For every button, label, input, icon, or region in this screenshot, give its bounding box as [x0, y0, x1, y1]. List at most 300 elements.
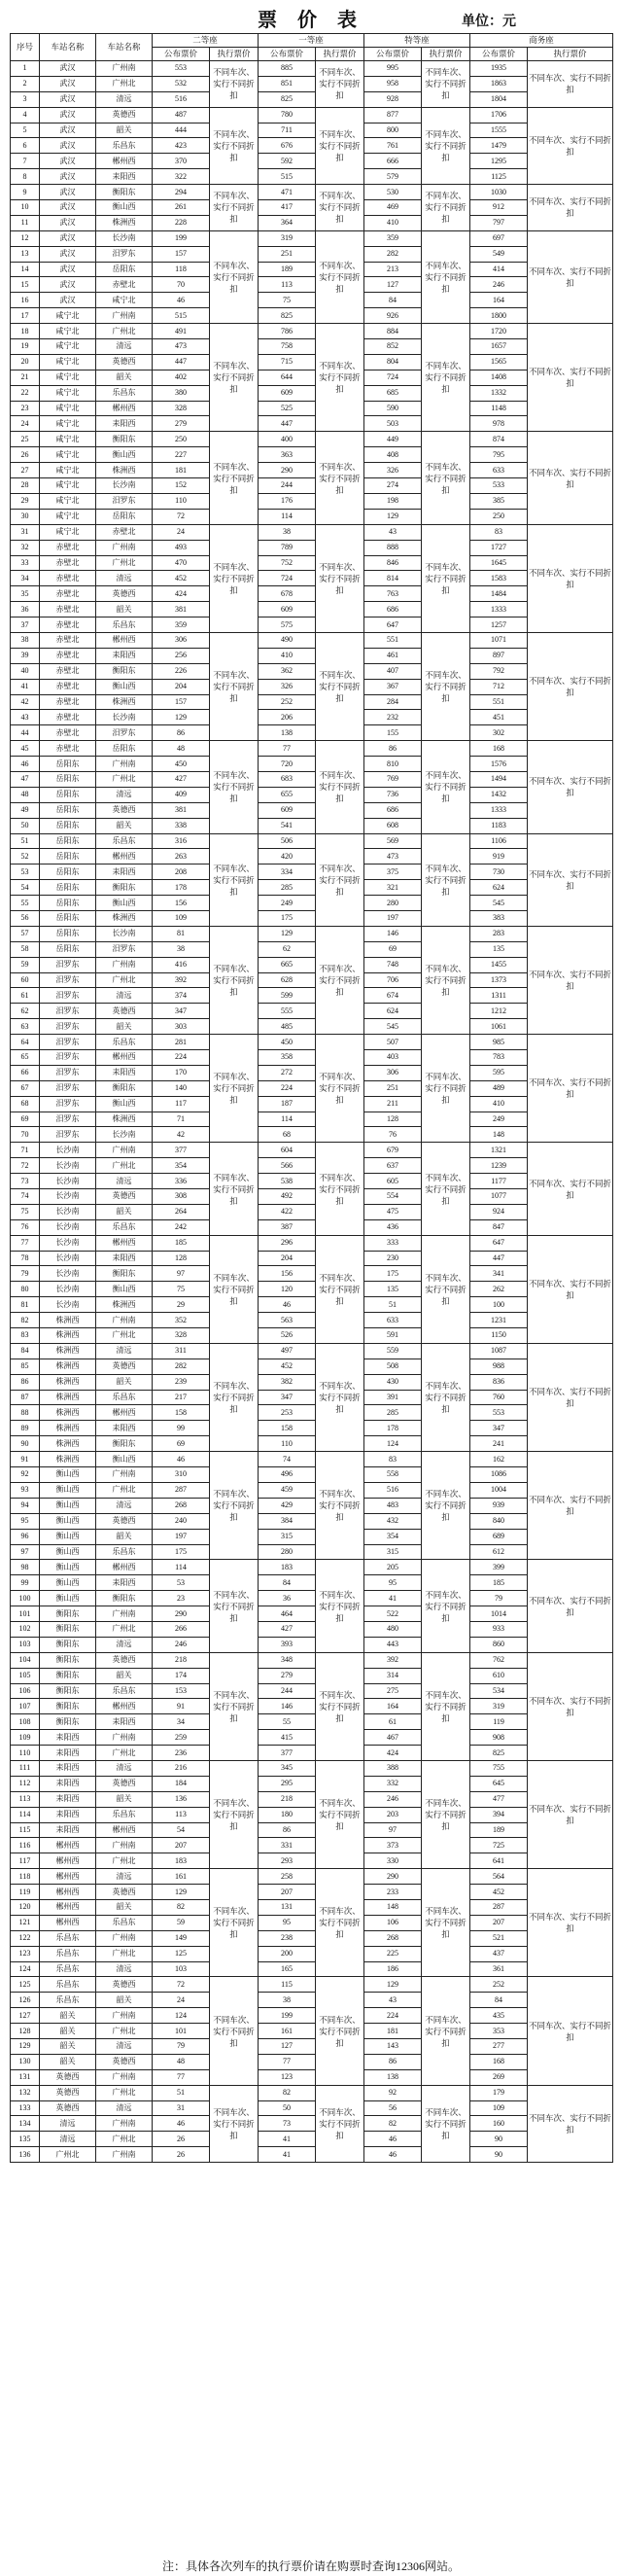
published-price-cell: 559	[364, 1343, 422, 1359]
from-station-cell: 长沙南	[40, 1219, 96, 1235]
published-price-cell: 985	[470, 1035, 528, 1050]
from-station-cell: 咸宁北	[40, 493, 96, 509]
table-row	[11, 1560, 613, 1575]
from-station-cell: 岳阳东	[40, 757, 96, 772]
seq-cell: 127	[11, 2008, 40, 2024]
seq-cell: 28	[11, 478, 40, 494]
published-price-cell: 1257	[470, 618, 528, 633]
to-station-cell: 韶关	[96, 1019, 153, 1035]
published-price-cell: 1479	[470, 138, 528, 154]
published-price-cell: 758	[259, 339, 316, 355]
published-price-cell: 554	[364, 1189, 422, 1205]
published-price-cell: 156	[259, 1266, 316, 1282]
seq-cell: 10	[11, 200, 40, 216]
to-station-cell: 株洲西	[96, 215, 153, 230]
table-row	[11, 1915, 613, 1930]
seq-cell: 123	[11, 1946, 40, 1961]
published-price-cell: 409	[153, 787, 210, 802]
execution-price-note: 不同车次、实行不同折扣	[316, 1343, 364, 1451]
published-price-cell: 68	[259, 1127, 316, 1143]
table-row	[11, 1467, 613, 1483]
published-price-cell: 1239	[470, 1158, 528, 1174]
to-station-cell: 衡阳东	[96, 1080, 153, 1096]
published-price-cell: 507	[364, 1035, 422, 1050]
published-price-cell: 391	[364, 1390, 422, 1405]
from-station-cell: 武汉	[40, 138, 96, 154]
published-price-cell: 381	[153, 602, 210, 618]
published-price-cell: 282	[364, 246, 422, 262]
to-station-cell: 英德西	[96, 2054, 153, 2069]
published-price-cell: 725	[470, 1838, 528, 1853]
published-price-cell: 471	[259, 185, 316, 200]
execution-price-note: 不同车次、实行不同折扣	[210, 324, 259, 432]
published-price-cell: 748	[364, 957, 422, 972]
fare-table	[10, 33, 613, 2163]
from-station-cell: 郴州西	[40, 1869, 96, 1885]
seq-cell: 38	[11, 632, 40, 648]
from-station-cell: 清远	[40, 2132, 96, 2147]
table-row	[11, 1668, 613, 1683]
published-price-cell: 233	[364, 1885, 422, 1900]
to-station-cell: 韶关	[96, 1204, 153, 1219]
published-price-cell: 287	[153, 1482, 210, 1498]
table-row	[11, 926, 613, 941]
to-station-cell: 郴州西	[96, 1050, 153, 1066]
published-price-cell: 226	[153, 663, 210, 679]
published-price-cell: 41	[364, 1591, 422, 1606]
published-price-cell: 181	[153, 463, 210, 478]
published-price-cell: 61	[364, 1714, 422, 1730]
published-price-cell: 81	[153, 926, 210, 941]
header-seq: 序号	[11, 34, 40, 61]
published-price-cell: 516	[364, 1482, 422, 1498]
published-price-cell: 315	[364, 1544, 422, 1560]
from-station-cell: 郴州西	[40, 1853, 96, 1869]
seq-cell: 47	[11, 771, 40, 787]
to-station-cell: 韶关	[96, 1899, 153, 1915]
published-price-cell: 77	[259, 741, 316, 757]
from-station-cell: 长沙南	[40, 1174, 96, 1189]
published-price-cell: 302	[470, 725, 528, 741]
published-price-cell: 846	[364, 555, 422, 571]
published-price-cell: 184	[153, 1776, 210, 1791]
published-price-cell: 183	[259, 1560, 316, 1575]
published-price-cell: 175	[153, 1544, 210, 1560]
to-station-cell: 英德西	[96, 1359, 153, 1374]
published-price-cell: 1706	[470, 107, 528, 123]
execution-price-note: 不同车次、实行不同折扣	[210, 1760, 259, 1868]
published-price-cell: 792	[470, 663, 528, 679]
to-station-cell: 英德西	[96, 1652, 153, 1668]
published-price-cell: 665	[259, 957, 316, 972]
from-station-cell: 株洲西	[40, 1343, 96, 1359]
to-station-cell: 广州南	[96, 1313, 153, 1328]
from-station-cell: 汨罗东	[40, 1019, 96, 1035]
from-station-cell: 赤壁北	[40, 602, 96, 618]
from-station-cell: 咸宁北	[40, 385, 96, 401]
published-price-cell: 326	[259, 679, 316, 694]
published-price-cell: 362	[259, 663, 316, 679]
published-price-cell: 82	[259, 2085, 316, 2100]
to-station-cell: 长沙南	[96, 478, 153, 494]
execution-price-note: 不同车次、实行不同折扣	[422, 632, 470, 740]
to-station-cell: 赤壁北	[96, 524, 153, 540]
from-station-cell: 株洲西	[40, 1328, 96, 1344]
published-price-cell: 168	[470, 741, 528, 757]
to-station-cell: 乐昌东	[96, 1035, 153, 1050]
header-to-station: 车站名称	[96, 34, 153, 61]
table-row	[11, 2147, 613, 2163]
published-price-cell: 633	[470, 463, 528, 478]
published-price-cell: 175	[259, 910, 316, 926]
published-price-cell: 211	[364, 1096, 422, 1112]
published-price-cell: 46	[153, 293, 210, 308]
published-price-cell: 136	[153, 1791, 210, 1807]
published-price-cell: 269	[470, 2069, 528, 2085]
from-station-cell: 耒阳西	[40, 1791, 96, 1807]
published-price-cell: 533	[470, 478, 528, 494]
from-station-cell: 衡山西	[40, 1591, 96, 1606]
from-station-cell: 长沙南	[40, 1143, 96, 1158]
to-station-cell: 广州南	[96, 757, 153, 772]
to-station-cell: 清远	[96, 2100, 153, 2116]
published-price-cell: 480	[364, 1621, 422, 1637]
published-price-cell: 183	[153, 1853, 210, 1869]
published-price-cell: 1804	[470, 91, 528, 107]
seq-cell: 80	[11, 1282, 40, 1297]
published-price-cell: 164	[470, 293, 528, 308]
to-station-cell: 英德西	[96, 1189, 153, 1205]
published-price-cell: 958	[364, 76, 422, 91]
from-station-cell: 咸宁北	[40, 308, 96, 324]
to-station-cell: 英德西	[96, 354, 153, 370]
published-price-cell: 79	[153, 2039, 210, 2055]
from-station-cell: 郴州西	[40, 1899, 96, 1915]
table-row	[11, 1065, 613, 1080]
table-row	[11, 555, 613, 571]
seq-cell: 48	[11, 787, 40, 802]
published-price-cell: 551	[470, 694, 528, 710]
execution-price-note: 不同车次、实行不同折扣	[422, 741, 470, 833]
execution-price-note: 不同车次、实行不同折扣	[316, 1560, 364, 1652]
published-price-cell: 280	[364, 896, 422, 911]
published-price-cell: 250	[153, 432, 210, 447]
to-station-cell: 耒阳西	[96, 1421, 153, 1436]
published-price-cell: 83	[470, 524, 528, 540]
published-price-cell: 730	[470, 865, 528, 880]
execution-price-note: 不同车次、实行不同折扣	[210, 1452, 259, 1560]
published-price-cell: 683	[259, 771, 316, 787]
table-row	[11, 771, 613, 787]
from-station-cell: 咸宁北	[40, 463, 96, 478]
from-station-cell: 耒阳西	[40, 1760, 96, 1776]
seq-cell: 121	[11, 1915, 40, 1930]
published-price-cell: 129	[364, 509, 422, 524]
table-row	[11, 1204, 613, 1219]
seq-cell: 113	[11, 1791, 40, 1807]
published-price-cell: 165	[259, 1961, 316, 1977]
execution-price-note: 不同车次、实行不同折扣	[210, 1235, 259, 1343]
from-station-cell: 岳阳东	[40, 880, 96, 896]
from-station-cell: 汨罗东	[40, 1096, 96, 1112]
published-price-cell: 624	[470, 880, 528, 896]
from-station-cell: 汨罗东	[40, 1112, 96, 1127]
from-station-cell: 岳阳东	[40, 771, 96, 787]
published-price-cell: 400	[259, 432, 316, 447]
seq-cell: 22	[11, 385, 40, 401]
to-station-cell: 韶关	[96, 1529, 153, 1544]
published-price-cell: 160	[470, 2116, 528, 2132]
seq-cell: 63	[11, 1019, 40, 1035]
published-price-cell: 43	[364, 524, 422, 540]
published-price-cell: 399	[470, 1560, 528, 1575]
published-price-cell: 120	[259, 1282, 316, 1297]
published-price-cell: 274	[364, 478, 422, 494]
published-price-cell: 200	[259, 1946, 316, 1961]
table-row	[11, 1251, 613, 1266]
published-price-cell: 450	[259, 1035, 316, 1050]
published-price-cell: 685	[364, 385, 422, 401]
published-price-cell: 382	[259, 1374, 316, 1390]
published-price-cell: 48	[153, 741, 210, 757]
published-price-cell: 131	[259, 1899, 316, 1915]
published-price-cell: 1333	[470, 602, 528, 618]
table-row	[11, 1143, 613, 1158]
published-price-cell: 75	[153, 1282, 210, 1297]
published-price-cell: 564	[470, 1869, 528, 1885]
seq-cell: 59	[11, 957, 40, 972]
published-price-cell: 285	[259, 880, 316, 896]
published-price-cell: 492	[259, 1189, 316, 1205]
to-station-cell: 清远	[96, 91, 153, 107]
seq-cell: 126	[11, 1993, 40, 2008]
published-price-cell: 359	[153, 618, 210, 633]
to-station-cell: 韶关	[96, 1668, 153, 1683]
published-price-cell: 422	[259, 1204, 316, 1219]
from-station-cell: 长沙南	[40, 1282, 96, 1297]
to-station-cell: 衡山西	[96, 896, 153, 911]
seq-cell: 78	[11, 1251, 40, 1266]
seq-cell: 99	[11, 1575, 40, 1591]
published-price-cell: 647	[470, 1235, 528, 1251]
seq-cell: 97	[11, 1544, 40, 1560]
table-row	[11, 1019, 613, 1035]
table-row	[11, 293, 613, 308]
published-price-cell: 503	[364, 416, 422, 432]
published-price-cell: 530	[364, 185, 422, 200]
execution-price-note: 不同车次、实行不同折扣	[422, 2085, 470, 2162]
from-station-cell: 汨罗东	[40, 1050, 96, 1066]
table-row	[11, 1158, 613, 1174]
execution-price-note: 不同车次、实行不同折扣	[422, 1143, 470, 1235]
execution-price-note: 不同车次、实行不同折扣	[210, 107, 259, 184]
seq-cell: 86	[11, 1374, 40, 1390]
table-row	[11, 1004, 613, 1019]
published-price-cell: 370	[153, 154, 210, 169]
to-station-cell: 广州南	[96, 2069, 153, 2085]
from-station-cell: 衡山西	[40, 1529, 96, 1544]
execution-price-note: 不同车次、实行不同折扣	[210, 1343, 259, 1451]
from-station-cell: 衡山西	[40, 1575, 96, 1591]
seq-cell: 84	[11, 1343, 40, 1359]
execution-price-note: 不同车次、实行不同折扣	[422, 107, 470, 184]
published-price-cell: 86	[153, 725, 210, 741]
published-price-cell: 41	[259, 2132, 316, 2147]
to-station-cell: 乐昌东	[96, 618, 153, 633]
seq-cell: 29	[11, 493, 40, 509]
published-price-cell: 755	[470, 1760, 528, 1776]
published-price-cell: 375	[364, 865, 422, 880]
published-price-cell: 308	[153, 1189, 210, 1205]
published-price-cell: 129	[153, 1885, 210, 1900]
published-price-cell: 303	[153, 1019, 210, 1035]
seq-cell: 12	[11, 230, 40, 246]
published-price-cell: 95	[364, 1575, 422, 1591]
seq-cell: 40	[11, 663, 40, 679]
published-price-cell: 272	[259, 1065, 316, 1080]
from-station-cell: 武汉	[40, 76, 96, 91]
published-price-cell: 55	[259, 1714, 316, 1730]
to-station-cell: 清远	[96, 1760, 153, 1776]
published-price-cell: 82	[364, 2116, 422, 2132]
published-price-cell: 515	[259, 169, 316, 185]
published-price-cell: 877	[364, 107, 422, 123]
table-row	[11, 1853, 613, 1869]
seq-cell: 129	[11, 2039, 40, 2055]
execution-price-note: 不同车次、实行不同折扣	[422, 1869, 470, 1977]
to-station-cell: 广州北	[96, 1746, 153, 1761]
seq-cell: 3	[11, 91, 40, 107]
to-station-cell: 衡山西	[96, 1452, 153, 1467]
published-price-cell: 316	[153, 833, 210, 849]
to-station-cell: 耒阳西	[96, 169, 153, 185]
from-station-cell: 武汉	[40, 185, 96, 200]
from-station-cell: 汨罗东	[40, 1080, 96, 1096]
to-station-cell: 广州北	[96, 1621, 153, 1637]
published-price-cell: 430	[364, 1374, 422, 1390]
header-published-price: 公布票价	[470, 48, 528, 61]
published-price-cell: 207	[470, 1915, 528, 1930]
execution-price-note: 不同车次、实行不同折扣	[422, 1977, 470, 2085]
published-price-cell: 724	[364, 370, 422, 385]
from-station-cell: 赤壁北	[40, 618, 96, 633]
to-station-cell: 广州南	[96, 1606, 153, 1622]
published-price-cell: 129	[364, 1977, 422, 1993]
published-price-cell: 138	[259, 725, 316, 741]
published-price-cell: 38	[153, 941, 210, 957]
published-price-cell: 367	[364, 679, 422, 694]
execution-price-note: 不同车次、实行不同折扣	[422, 432, 470, 524]
execution-price-note: 不同车次、实行不同折扣	[210, 1143, 259, 1235]
to-station-cell: 广州南	[96, 957, 153, 972]
execution-price-note: 不同车次、实行不同折扣	[528, 1869, 613, 1977]
published-price-cell: 138	[364, 2069, 422, 2085]
execution-price-note: 不同车次、实行不同折扣	[210, 1035, 259, 1143]
published-price-cell: 797	[470, 215, 528, 230]
table-row	[11, 941, 613, 957]
published-price-cell: 197	[153, 1529, 210, 1544]
seq-cell: 2	[11, 76, 40, 91]
from-station-cell: 武汉	[40, 215, 96, 230]
published-price-cell: 1583	[470, 571, 528, 586]
to-station-cell: 清远	[96, 787, 153, 802]
to-station-cell: 广州北	[96, 771, 153, 787]
published-price-cell: 146	[364, 926, 422, 941]
published-price-cell: 1657	[470, 339, 528, 355]
seq-cell: 58	[11, 941, 40, 957]
table-row	[11, 1436, 613, 1452]
execution-price-note: 不同车次、实行不同折扣	[528, 185, 613, 231]
unit-label: 单位：元	[462, 15, 516, 29]
to-station-cell: 乐昌东	[96, 385, 153, 401]
published-price-cell: 496	[259, 1467, 316, 1483]
from-station-cell: 长沙南	[40, 1204, 96, 1219]
published-price-cell: 125	[153, 1946, 210, 1961]
published-price-cell: 176	[259, 493, 316, 509]
to-station-cell: 岳阳东	[96, 262, 153, 277]
to-station-cell: 英德西	[96, 1885, 153, 1900]
published-price-cell: 825	[259, 308, 316, 324]
header-execution-price: 执行票价	[316, 48, 364, 61]
published-price-cell: 290	[153, 1606, 210, 1622]
published-price-cell: 128	[364, 1112, 422, 1127]
published-price-cell: 1004	[470, 1482, 528, 1498]
published-price-cell: 205	[364, 1560, 422, 1575]
published-price-cell: 427	[259, 1621, 316, 1637]
published-price-cell: 244	[259, 1683, 316, 1699]
published-price-cell: 1148	[470, 401, 528, 416]
seq-cell: 124	[11, 1961, 40, 1977]
to-station-cell: 乐昌东	[96, 1219, 153, 1235]
published-price-cell: 118	[153, 262, 210, 277]
execution-price-note: 不同车次、实行不同折扣	[528, 1235, 613, 1343]
execution-price-note: 不同车次、实行不同折扣	[528, 61, 613, 108]
published-price-cell: 74	[259, 1452, 316, 1467]
published-price-cell: 645	[470, 1776, 528, 1791]
table-row	[11, 1606, 613, 1622]
from-station-cell: 汨罗东	[40, 1065, 96, 1080]
published-price-cell: 158	[153, 1405, 210, 1421]
published-price-cell: 157	[153, 694, 210, 710]
published-price-cell: 71	[153, 1112, 210, 1127]
published-price-cell: 1720	[470, 324, 528, 339]
published-price-cell: 268	[153, 1498, 210, 1513]
table-row	[11, 1266, 613, 1282]
seq-cell: 14	[11, 262, 40, 277]
to-station-cell: 英德西	[96, 586, 153, 602]
published-price-cell: 279	[259, 1668, 316, 1683]
to-station-cell: 韶关	[96, 1993, 153, 2008]
published-price-cell: 769	[364, 771, 422, 787]
seq-cell: 91	[11, 1452, 40, 1467]
from-station-cell: 岳阳东	[40, 926, 96, 941]
published-price-cell: 293	[259, 1853, 316, 1869]
from-station-cell: 武汉	[40, 91, 96, 107]
published-price-cell: 180	[259, 1807, 316, 1822]
published-price-cell: 306	[364, 1065, 422, 1080]
seq-cell: 46	[11, 757, 40, 772]
header-from-station: 车站名称	[40, 34, 96, 61]
published-price-cell: 354	[153, 1158, 210, 1174]
published-price-cell: 506	[259, 833, 316, 849]
execution-price-note: 不同车次、实行不同折扣	[422, 1452, 470, 1560]
published-price-cell: 224	[259, 1080, 316, 1096]
published-price-cell: 284	[364, 694, 422, 710]
published-price-cell: 549	[470, 246, 528, 262]
published-price-cell: 1935	[470, 61, 528, 77]
table-row	[11, 401, 613, 416]
to-station-cell: 清远	[96, 1961, 153, 1977]
